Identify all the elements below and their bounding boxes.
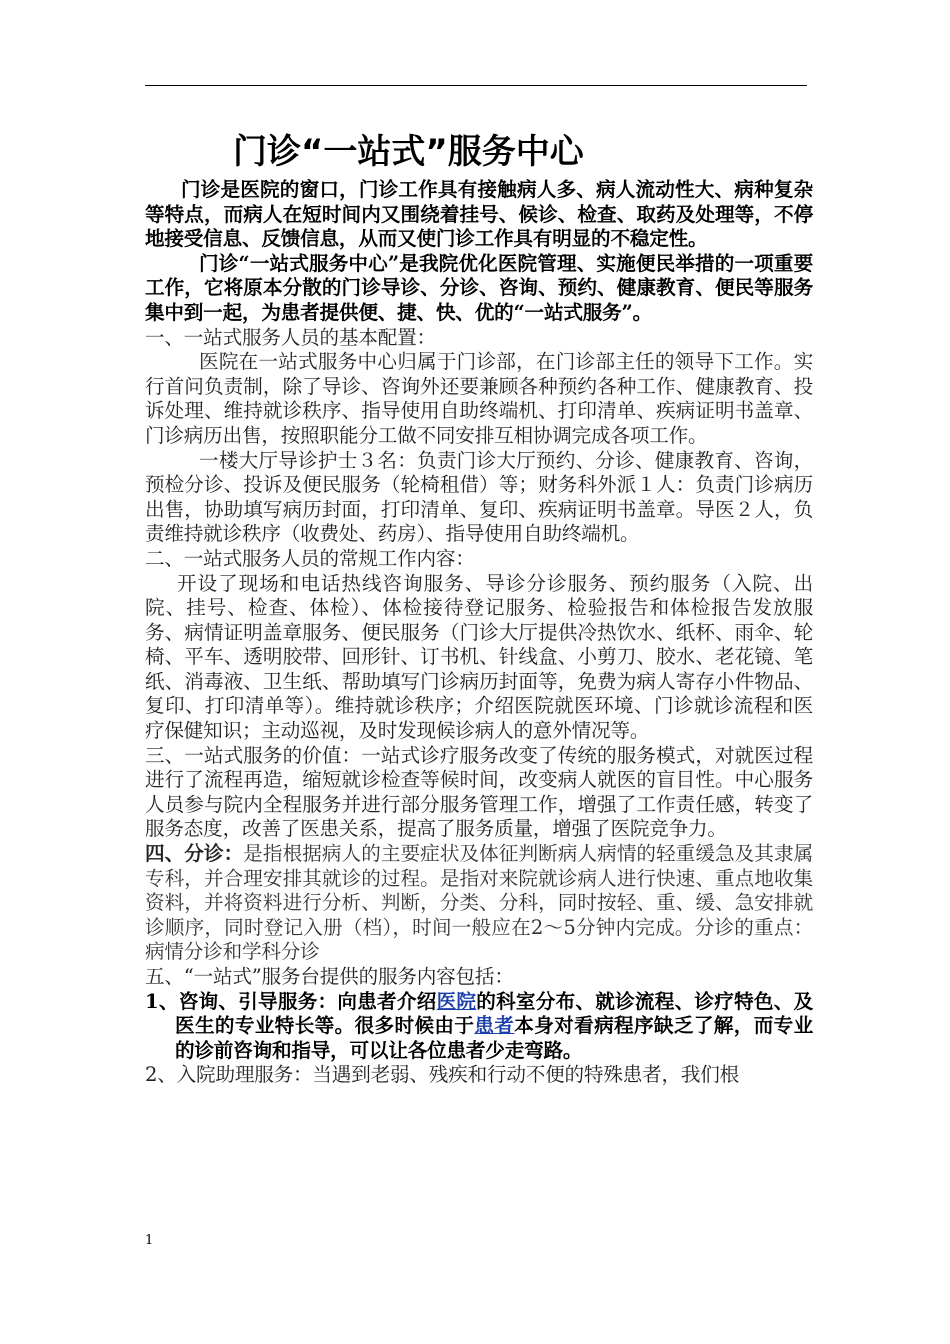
list-item-admission: 2、入院助理服务：当遇到老弱、残疾和行动不便的特殊患者，我们根 [145,1063,740,1087]
page-number: 1 [145,1233,154,1248]
list-item-text: 本身对看病程序缺乏了解，而专业的诊前咨询和指导，可以让各位患者少走弯路。 [175,1014,814,1062]
header-rule [145,85,807,86]
triage-heading: 四、分诊： [145,842,244,866]
paragraph-routine-work: 开设了现场和电话热线咨询服务、导诊分诊服务、预约服务（入院、出院、挂号、检查、体检）、体检接待登记服务、检验报告和体检报告发放服务、病情证明盖章服务、便民服务（门诊大厅提供冷热饮水、纸杯、雨伞、轮椅、平车、透明胶带、回形针、订书机、针线盒、小剪刀、胶水、老花镜、笔纸、消毒液、卫生纸、帮助填写门诊病历封面等，免费为病人寄存小件物品、复印、打印清单等）。维持就诊秩序；介绍医院就医环境、门诊就诊流程和医疗保健知识；主动巡视，及时发现候诊病人的意外情况等。 [145,571,813,743]
triage-text: 是指根据病人的主要症状及体征判断病人病情的轻重缓急及其隶属专科，并合理安排其就诊的过程。是指对来院就诊病人进行快速、重点地收集资料，并将资料进行分析、判断，分类、分科，同时按轻、重、缓、急安排就诊顺序，同时登记入册（档），时间一般应在2～5分钟内完成。分诊的重点：病情分诊和学科分诊 [145,842,814,964]
link-patient[interactable]: 患者 [474,1014,515,1038]
document-title: 门诊“一站式”服务中心 [233,132,584,172]
heading-basic-config: 一、一站式服务人员的基本配置： [145,325,436,349]
list-item-text: 的科室分布、就诊流程、诊疗特色、及医生的专业特长等。很多时候由于 [175,989,813,1038]
paragraph-intro: 门诊是医院的窗口，门诊工作具有接触病人多、病人流动性大、病种复杂等特点，而病人在短时间内又围绕着挂号、候诊、检查、取药及处理等，不停地接受信息、反馈信息，从而又使门诊工作具有明显的不稳定性。 [145,178,813,251]
paragraph-triage [145,842,813,965]
paragraph-value: 三、一站式服务的价值：一站式诊疗服务改变了传统的服务模式，对就医过程进行了流程再造，缩短就诊检查等候时间，改变病人就医的盲目性。中心服务人员参与院内全程服务并进行部分服务管理工作，增强了工作责任感，转变了服务态度，改善了医患关系，提高了服务质量，增强了医院竞争力。 [145,743,813,841]
paragraph-staff: 一楼大厅导诊护士３名：负责门诊大厅预约、分诊、健康教育、咨询，预检分诊、投诉及便民服务（轮椅租借）等；财务科外派１人：负责门诊病历出售，协助填写病历封面，打印清单、复印、疾病证明书盖章。导医２人，负责维持就诊秩序（收费处、药房）、指导使用自助终端机。 [145,448,813,546]
document-body [145,128,813,1088]
paragraph-service-center: 门诊“一站式服务中心”是我院优化医院管理、实施便民举措的一项重要工作，它将原本分散的门诊导诊、分诊、咨询、预约、健康教育、便民等服务集中到一起，为患者提供便、捷、快、优的“一站式服务”。 [145,251,813,324]
list-item-text: 1、咨询、引导服务：向患者介绍 [145,989,437,1013]
link-hospital[interactable]: 医院 [436,989,477,1013]
heading-service-items: 五、“一站式”服务台提供的服务内容包括： [145,965,514,988]
heading-routine-work: 二、一站式服务人员的常规工作内容： [145,546,475,570]
list-item-consultation [145,990,813,1064]
paragraph-config: 医院在一站式服务中心归属于门诊部，在门诊部主任的领导下工作。实行首问负责制，除了导诊、咨询外还要兼顾各种预约各种工作、健康教育、投诉处理、维持就诊秩序、指导使用自助终端机、打印清单、疾病证明书盖章、门诊病历出售，按照职能分工做不同安排互相协调完成各项工作。 [145,350,813,447]
